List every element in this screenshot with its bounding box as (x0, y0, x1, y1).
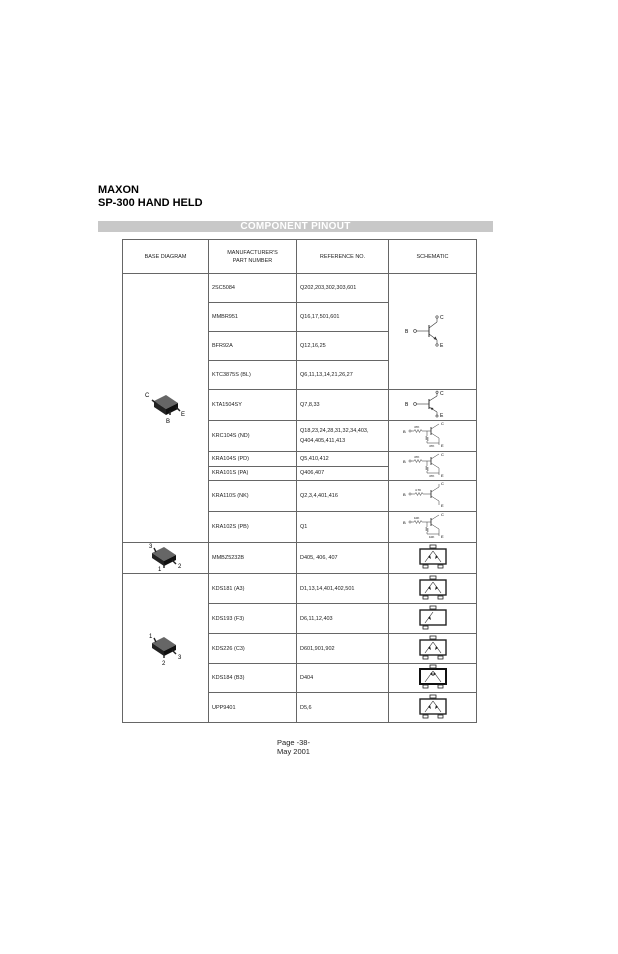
part-number: 2SC5084 (209, 274, 297, 303)
schematic-zener (389, 543, 477, 574)
reference-no: Q1 (297, 512, 389, 543)
pnp-transistor-icon (401, 390, 465, 418)
schematic-dual-diode (389, 634, 477, 664)
part-number: KRA101S (PA) (209, 466, 297, 481)
schematic-label-b: B (404, 402, 408, 408)
schematic-digital-npn (389, 421, 477, 452)
digital-transistor-icon (401, 481, 465, 509)
company-name: MAXON (98, 184, 139, 196)
reference-no: Q18,23,24,28,31,32,34,403, Q404,405,411,413 (297, 421, 389, 452)
reference-no: D6,11,12,403 (297, 604, 389, 634)
model-name: SP-300 HAND HELD (98, 197, 203, 209)
part-number: KRA110S (NK) (209, 481, 297, 512)
schematic-label-b: B (402, 520, 406, 525)
pin-label-3: 3 (177, 655, 181, 661)
schematic-label-c: C (440, 452, 444, 457)
pin-label-c: C (144, 393, 149, 399)
page-date: May 2001 (277, 747, 310, 756)
resistor-value-r1: 47K (413, 425, 419, 429)
base-diagram-sot23-diode (123, 574, 209, 723)
schematic-npn (389, 274, 477, 390)
part-number: KRA102S (PB) (209, 512, 297, 543)
reference-no: Q202,203,302,303,601 (297, 274, 389, 303)
pin-label-2: 2 (177, 564, 181, 570)
pin-label-3: 3 (148, 544, 152, 550)
schematic-label-e: E (440, 503, 444, 508)
schematic-dual-diode (389, 574, 477, 604)
schematic-label-e: E (440, 473, 444, 478)
resistor-value-r1: 4.7K (414, 488, 421, 492)
schematic-label-c: C (440, 481, 444, 486)
schematic-label-c: C (439, 391, 444, 397)
resistor-value-r1: 47K (413, 455, 419, 459)
reference-no: Q12,16,25 (297, 332, 389, 361)
component-pinout-table (122, 239, 477, 723)
schematic-label-e: E (440, 443, 444, 448)
resistor-value-r2: 47K (428, 474, 434, 478)
reference-no: Q7,8,33 (297, 390, 389, 421)
schematic-label-e: E (440, 534, 444, 539)
pin-label-2: 2 (161, 661, 165, 667)
col-reference: REFERENCE NO. (297, 240, 389, 274)
reference-no: Q6,11,13,14,21,26,27 (297, 361, 389, 390)
base-diagram-sot23-zener (123, 543, 209, 574)
schematic-label-b: B (402, 492, 406, 497)
reference-no: Q16,17,501,601 (297, 303, 389, 332)
dual-diode-icon (413, 575, 453, 601)
pin-label-1: 1 (148, 634, 152, 640)
schematic-label-c: C (440, 512, 444, 517)
sot23-transistor-package-icon (136, 387, 196, 427)
npn-transistor-icon (401, 311, 465, 351)
part-number: KDS226 (C3) (209, 634, 297, 664)
reference-no: D1,13,14,401,402,501 (297, 574, 389, 604)
reference-no: Q406,407 (297, 466, 389, 481)
schematic-label-e: E (439, 342, 443, 349)
schematic-digital-pnp-dual (389, 512, 477, 543)
base-diagram-sot23-transistor (123, 274, 209, 543)
table-row (123, 543, 477, 574)
col-base-diagram: BASE DIAGRAM (123, 240, 209, 274)
dual-diode-icon (413, 694, 453, 720)
part-number: KTA1504SY (209, 390, 297, 421)
section-banner: COMPONENT PINOUT (98, 221, 493, 232)
part-number: UPP9401 (209, 693, 297, 723)
reference-no: D405, 406, 407 (297, 543, 389, 574)
common-cathode-diode-icon (413, 664, 453, 690)
resistor-value-r2: 10K (428, 535, 434, 539)
pin-label-1: 1 (157, 567, 161, 571)
schematic-label-b: B (404, 328, 408, 335)
schematic-label-c: C (440, 421, 444, 426)
reference-no: D601,901,902 (297, 634, 389, 664)
schematic-dual-diode (389, 693, 477, 723)
sot23-diode-package-icon (136, 627, 196, 667)
schematic-common-diode (389, 664, 477, 693)
schematic-digital-pnp-single (389, 481, 477, 512)
part-number: KDS184 (B3) (209, 664, 297, 693)
zener-diode-icon (413, 544, 453, 570)
part-number: MMBZ5232B (209, 543, 297, 574)
part-number: KDS181 (A3) (209, 574, 297, 604)
col-schematic: SCHEMATIC (389, 240, 477, 274)
schematic-label-b: B (402, 429, 406, 434)
reference-no: D5,6 (297, 693, 389, 723)
reference-no: Q2,3,4,401,416 (297, 481, 389, 512)
pin-label-b: B (165, 419, 170, 425)
part-number: KRC104S (ND) (209, 421, 297, 452)
digital-transistor-icon (401, 512, 465, 540)
schematic-pnp (389, 390, 477, 421)
part-number: KDS193 (F3) (209, 604, 297, 634)
part-number: KTC3875S (BL) (209, 361, 297, 390)
col-part-number (209, 240, 297, 274)
schematic-label-c: C (439, 314, 444, 321)
schematic-label-e: E (439, 413, 443, 418)
schematic-single-diode (389, 604, 477, 634)
reference-no: Q5,410,412 (297, 452, 389, 467)
table-header-row (123, 240, 477, 274)
resistor-value-r2: 47K (428, 444, 434, 448)
schematic-label-b: B (402, 459, 406, 464)
table-row (123, 274, 477, 303)
page-number: Page -38- (277, 738, 310, 747)
digital-transistor-icon (401, 452, 465, 478)
part-number: KRA104S (PD) (209, 452, 297, 467)
digital-transistor-icon (401, 421, 465, 449)
reference-no: D404 (297, 664, 389, 693)
col-part-number-label: MANUFACTURER'S PART NUMBER (227, 249, 278, 264)
sot23-diode-package-icon (136, 543, 196, 571)
resistor-value-r1: 10K (413, 516, 419, 520)
single-diode-icon (413, 605, 453, 631)
pin-label-e: E (180, 412, 185, 418)
table-row (123, 574, 477, 604)
part-number: BFR92A (209, 332, 297, 361)
schematic-digital-pnp (389, 452, 477, 481)
part-number: MMBR951 (209, 303, 297, 332)
dual-diode-icon (413, 635, 453, 661)
